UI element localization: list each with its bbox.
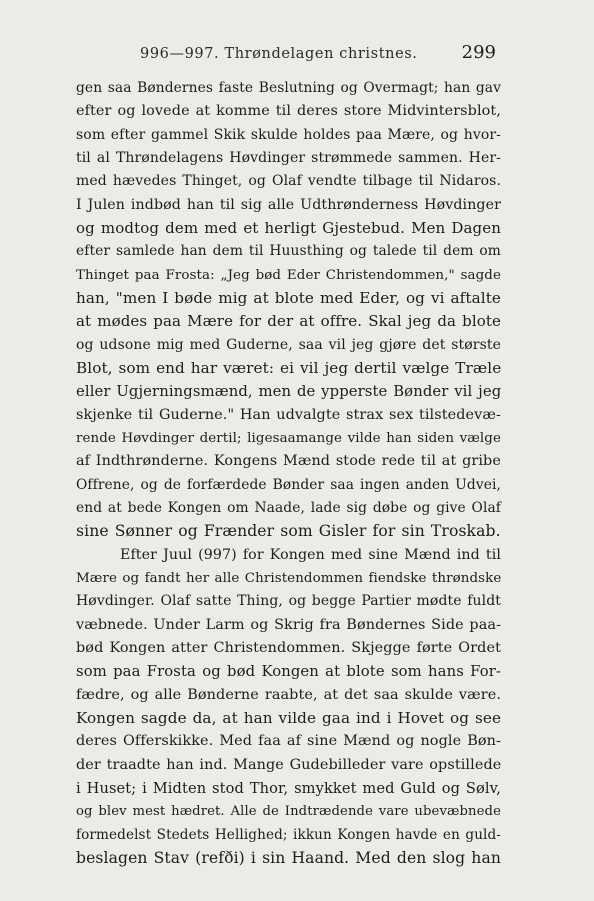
body-text — [76, 77, 501, 870]
text-line: Høvdinger. Olaf satte Thing, og begge Partier mødte fuldt — [76, 593, 501, 610]
text-line: som paa Frosta og bød Kongen at blote som hans For- — [76, 663, 501, 681]
text-line: efter samlede han dem til Huusthing og talede til dem om — [76, 243, 501, 260]
text-line: i Huset; i Midten stod Thor, smykket med Guld og Sølv, — [76, 779, 501, 797]
text-line: formedelst Stedets Hellighed; ikkun Kongen havde en guld- — [76, 826, 501, 843]
text-line: Kongen sagde da, at han vilde gaa ind i Hovet og see — [76, 708, 502, 727]
text-line: til al Thrøndelagens Høvdinger strømmede sammen. Her- — [76, 149, 501, 166]
paragraph — [76, 77, 501, 544]
text-line: Mære og fandt her alle Christendommen fiendske thrøndske — [76, 570, 502, 586]
text-line: gen saa Bøndernes faste Beslutning og Overmagt; han gav — [76, 80, 501, 96]
text-line: bød Kongen atter Christendommen. Skjegge førte Ordet — [76, 639, 501, 656]
text-line: der traadte han ind. Mange Gudebilleder vare opstillede — [76, 756, 502, 773]
text-line: fædre, og alle Bønderne raabte, at det saa skulde være. — [76, 686, 501, 703]
text-line: I Julen indbød han til sig alle Udthrønderness Høvdinger — [76, 196, 501, 213]
text-line: sine Sønner og Frænder som Gisler for sin Troskab. — [76, 522, 501, 541]
text-line: Offrene, og de forfærdede Bønder saa ingen anden Udvei, — [76, 476, 501, 493]
text-line: end at bede Kongen om Naade, lade sig døbe og give Olaf — [76, 499, 501, 516]
text-line: eller Ugjerningsmænd, men de ypperste Bønder vil jeg — [76, 383, 502, 401]
text-line: beslagen Stav (refði) i sin Haand. Med den slog han — [76, 848, 501, 867]
text-line: han, "men I bøde mig at blote med Eder, og vi aftalte — [76, 288, 501, 307]
text-line: Efter Juul (997) for Kongen med sine Mænd ind til — [120, 546, 501, 563]
page-number: 299 — [461, 42, 496, 63]
text-line: og modtog dem med et herligt Gjestebud. Men Dagen — [76, 218, 501, 237]
text-line: og blev mest hædret. Alle de Indtrædende vare ubevæbnede — [76, 804, 501, 820]
text-line: Blot, som end har været: ei vil jeg dertil vælge Træle — [76, 358, 502, 377]
text-line: som efter gammel Skik skulde holdes paa Mære, og hvor- — [76, 126, 501, 143]
text-line: skjenke til Guderne." Han udvalgte strax sex tilstedevæ- — [76, 406, 501, 423]
text-line: med hævedes Thinget, og Olaf vendte tilbage til Nidaros. — [76, 173, 501, 190]
text-line: og udsone mig med Guderne, saa vil jeg gjøre det største — [76, 336, 501, 353]
text-line: Thinget paa Frosta: „Jeg bød Eder Christendommen," sagde — [76, 267, 501, 283]
text-line: efter og lovede at komme til deres store Midvintersblot, — [76, 103, 501, 120]
running-header — [76, 42, 496, 68]
paragraph — [76, 544, 501, 871]
text-line: deres Offerskikke. Med faa af sine Mænd og nogle Bøn- — [76, 733, 501, 750]
running-title: 996—997. Thrøndelagen christnes. — [140, 46, 418, 62]
text-line: rende Høvdinger dertil; ligesaamange vilde han siden vælge — [76, 430, 501, 446]
text-line: væbnede. Under Larm og Skrig fra Bøndernes Side paa- — [76, 616, 502, 633]
text-line: af Indthrønderne. Kongens Mænd stode rede til at gribe — [76, 453, 501, 470]
text-line: at mødes paa Mære for der at offre. Skal jeg da blote — [76, 312, 501, 331]
